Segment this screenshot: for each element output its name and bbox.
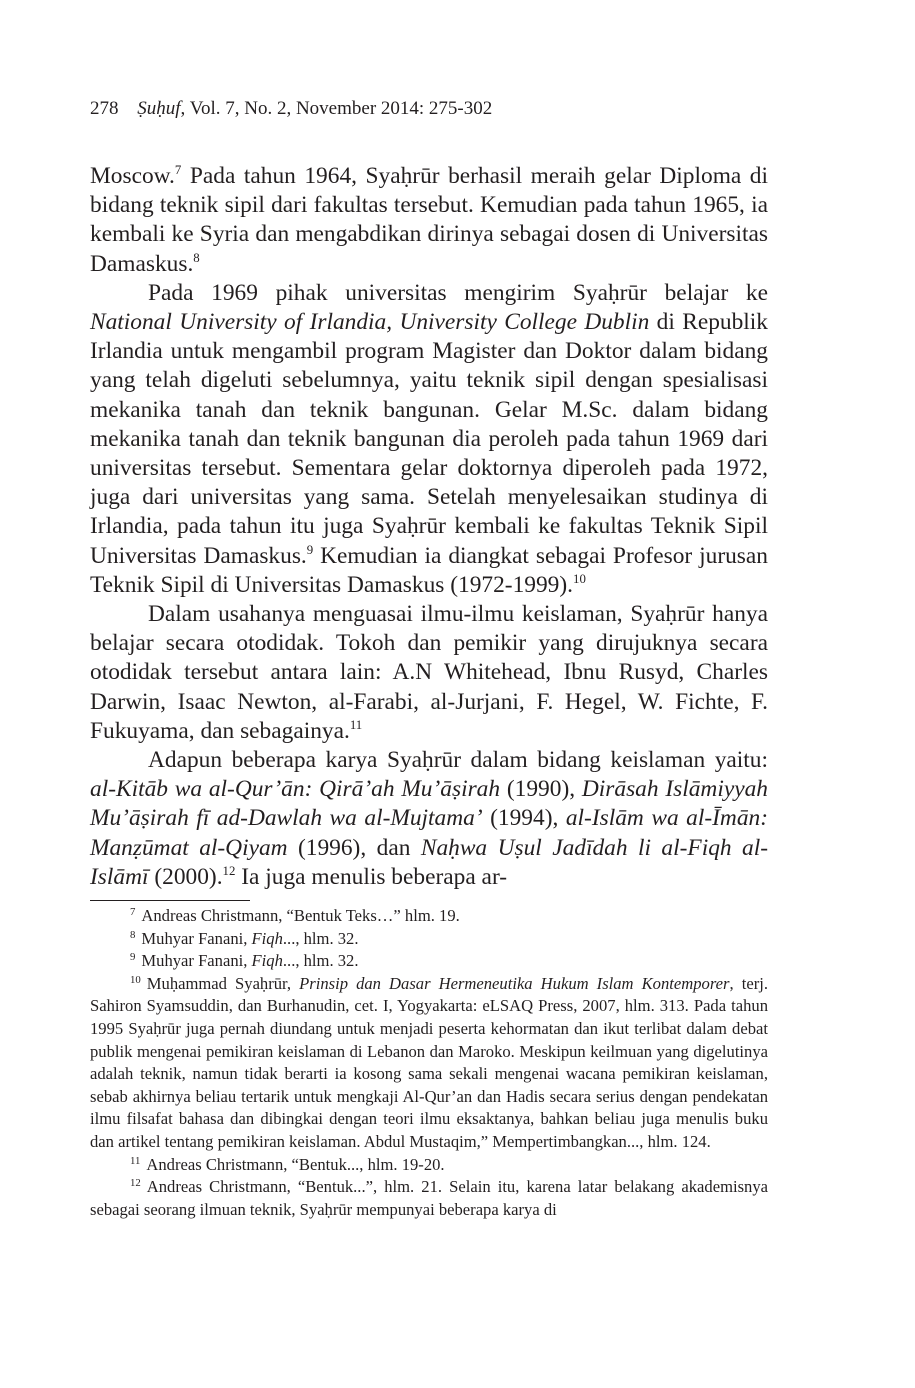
- footnote-ref: 9: [306, 542, 314, 557]
- footnote-number: 12: [130, 1177, 141, 1190]
- footnote-7: [90, 905, 768, 928]
- footnote-number: 7: [130, 906, 136, 919]
- paragraph-1: [90, 162, 768, 279]
- footnote-9: [90, 950, 768, 973]
- text-run: Pada tahun 1964, Syaḥrūr berhasil meraih gelar Diploma di bidang teknik sipil dari fakultas tersebut. Kemudian pada tahun 1965, ia kembali ke Syria dan mengabdikan dirinya sebagai dosen di Universitas Damaskus.: [90, 163, 768, 277]
- text-run: Moscow.: [90, 163, 175, 189]
- italic-title: Naḥwa Uṣul Jadīdah li al-Fiqh al-Islāmī: [90, 834, 769, 890]
- footnote-10: [90, 973, 768, 1154]
- text-run: (1990),: [500, 776, 582, 803]
- footnote-ref: 12: [222, 863, 236, 878]
- footnote-11: [90, 1154, 768, 1177]
- paragraph-2: [90, 279, 768, 600]
- footnote-text: Andreas Christmann, “Bentuk Teks…” hlm. 19.: [141, 906, 460, 925]
- footnote-number: 8: [130, 928, 136, 941]
- text-run: (1994),: [482, 805, 566, 832]
- italic-title: Prinsip dan Dasar Hermeneutika Hukum Islam Kontemporer: [299, 973, 730, 993]
- footnote-text: Muḥammad Syaḥrūr,: [146, 973, 300, 993]
- italic-title: al-Kitāb wa al-Qur’ān: Qirā’ah Mu’āṣirah: [90, 776, 501, 803]
- text-run: Kemudian ia diangkat sebagai Profesor jurusan Teknik Sipil di Universitas Damaskus (1972-1999).: [90, 542, 768, 598]
- italic-title: Dirāsah Islāmiyyah Mu’āṣirah fī ad-Dawlah wa al-Mujtama’: [90, 776, 768, 832]
- page-number: 278: [90, 98, 119, 119]
- italic-title: al-Islām wa al-Īmān: Manẓūmat al-Qiyam: [90, 805, 768, 861]
- footnote-text: Andreas Christmann, “Bentuk...”, hlm. 21. Selain itu, karena latar belakang akademisnya sebagai seorang ilmuan teknik, Syaḥrūr mempunyai beberapa karya di: [90, 1177, 768, 1219]
- italic-title: Fiqh: [251, 951, 283, 971]
- footnote-text: , terj. Sahiron Syamsuddin, dan Burhanudin, cet. I, Yogyakarta: eLSAQ Press, 2007, hlm. 313. Pada tahun 1995 Syaḥrūr juga pernah diundang untuk menjadi peserta kehormatan dan ikut terlibat dalam debat publik mengenai pemikiran keislaman di Lebanon dan Maroko. Meskipun keilmuan yang digelutinya adalah teknik, namun tidak berarti ia kosong sama sekali mengenai wacana pemikiran keislaman, sebab akhirnya beliau tertarik untuk mengkaji Al-Qur’an dan Hadis secara serius dengan pendekatan ilmu filsafat bahasa dan dibingkai dengan teori ilmu eksaktanya, bahkan beliau juga menulis buku dan artikel tentang pemikiran keislaman. Abdul Mustaqim,” Mempertimbangkan..., hlm. 124.: [90, 973, 768, 1151]
- footnote-number: 9: [130, 951, 136, 964]
- italic-title: Fiqh: [251, 928, 283, 948]
- text-run: (1996), dan: [287, 834, 421, 861]
- footnote-number: 11: [130, 1154, 141, 1167]
- footnote-text: ..., hlm. 32.: [282, 951, 359, 971]
- text-run: Ia juga menulis beberapa ar-: [235, 863, 508, 890]
- footnote-number: 10: [130, 973, 141, 986]
- main-text: [90, 162, 768, 892]
- text-run: Pada 1969 pihak universitas mengirim Syaḥrūr belajar ke: [148, 279, 768, 306]
- italic-title: National University of Irlandia, University College Dublin: [90, 309, 650, 336]
- text-run: di Republik Irlandia untuk mengambil program Magister dan Doktor dalam bidang yang telah digeluti sebelumnya, yaitu teknik sipil dengan spesialisasi mekanika tanah dan teknik bangunan. Gelar M.Sc. dalam bidang mekanika tanah dan teknik bangunan dia peroleh pada tahun 1969 dari universitas tersebut. Sementara gelar doktornya diperoleh pada 1972, juga dari universitas yang sama. Setelah menyelesaikan studinya di Irlandia, pada tahun itu juga Syaḥrūr kembali ke fakultas Teknik Sipil Universitas Damaskus.: [90, 309, 768, 569]
- footnote-12: [90, 1176, 768, 1221]
- paragraph-4: [90, 746, 768, 892]
- running-header: [90, 98, 492, 120]
- journal-name: Ṣuḥuf: [137, 98, 181, 119]
- footnote-text: Andreas Christmann, “Bentuk..., hlm. 19-20.: [146, 1154, 445, 1174]
- paragraph-3: [90, 600, 768, 746]
- footnote-ref: 7: [174, 163, 182, 177]
- text-run: (2000).: [148, 863, 223, 890]
- footnote-8: [90, 928, 768, 951]
- footnote-text: Muhyar Fanani,: [141, 928, 252, 948]
- footnote-divider: [90, 900, 250, 901]
- journal-issue: , Vol. 7, No. 2, November 2014: 275-302: [180, 98, 493, 119]
- footnotes: [90, 905, 768, 1221]
- footnote-ref: 11: [349, 717, 363, 732]
- text-run: Adapun beberapa karya Syaḥrūr dalam bidang keislaman yaitu:: [148, 747, 768, 774]
- footnote-ref: 8: [193, 250, 200, 265]
- footnote-text: ..., hlm. 32.: [282, 928, 359, 948]
- footnote-ref: 10: [573, 571, 586, 586]
- footnote-text: Muhyar Fanani,: [141, 951, 252, 971]
- text-run: Dalam usahanya menguasai ilmu-ilmu keislaman, Syaḥrūr hanya belajar secara otodidak. Tokoh dan pemikir yang dirujuknya secara otodidak tersebut antara lain: A.N Whitehead, Ibnu Rusyd, Charles Darwin, Isaac Newton, al-Farabi, al-Jurjani, F. Hegel, W. Fichte, F. Fukuyama, dan sebagainya.: [90, 601, 768, 744]
